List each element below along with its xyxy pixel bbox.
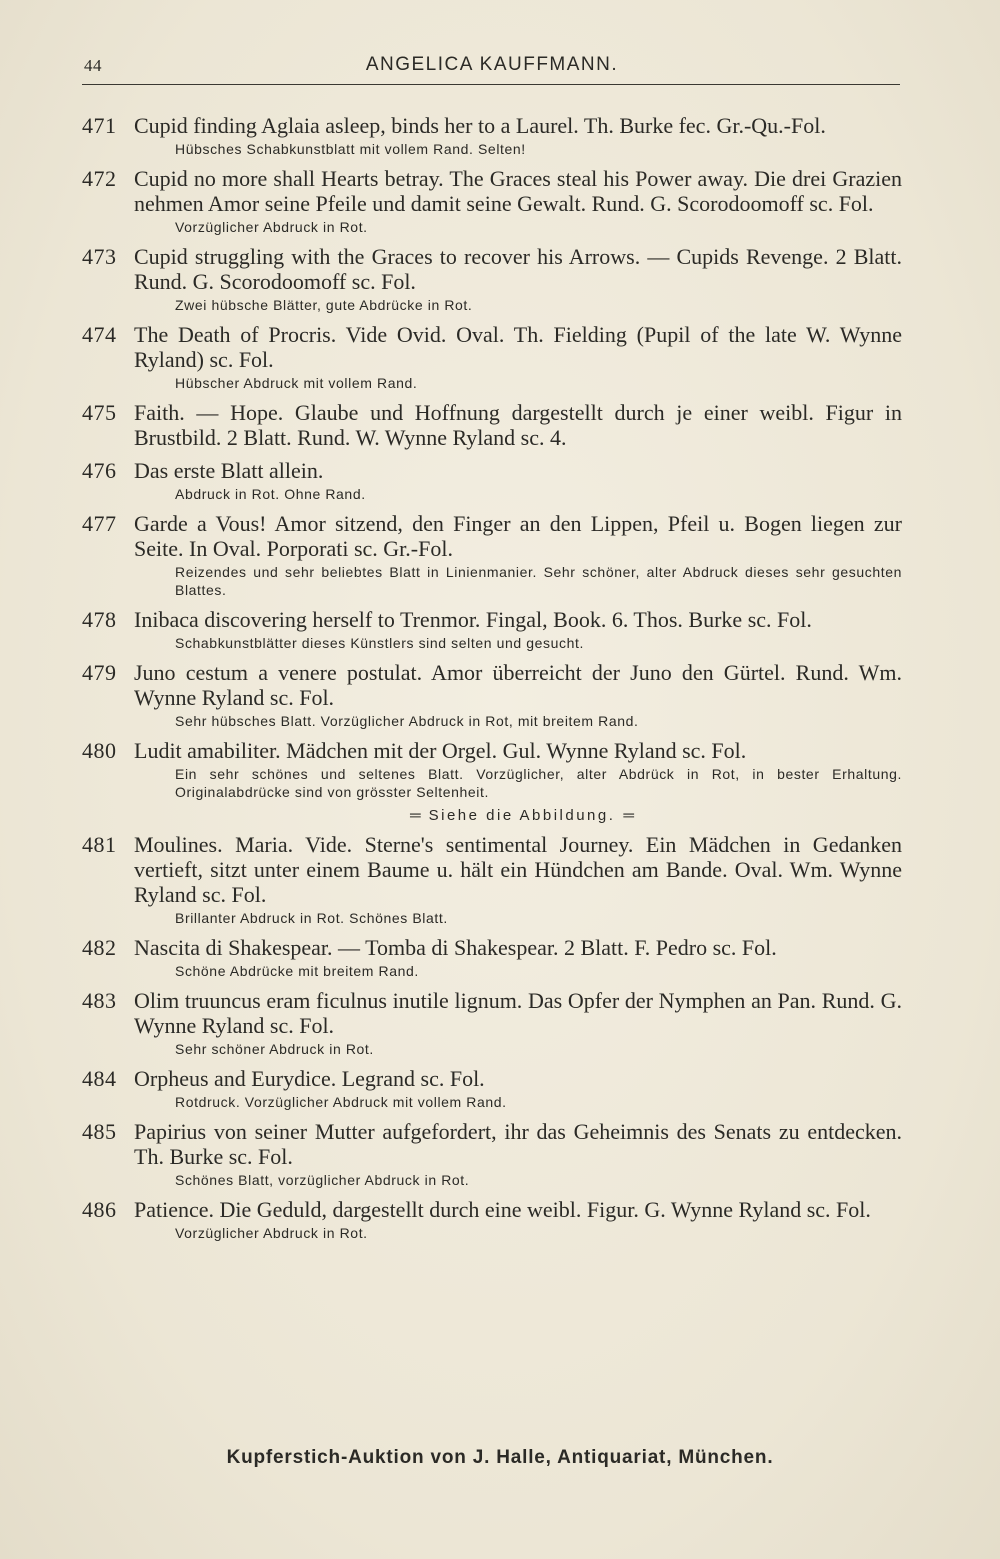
entry-number: 479	[82, 660, 117, 685]
catalog-entry	[82, 458, 902, 503]
entry-note: Brillanter Abdruck in Rot. Schönes Blatt.	[175, 910, 448, 926]
entry-note: Abdruck in Rot. Ohne Rand.	[175, 486, 366, 502]
figure-reference-text: Siehe die Abbildung.	[428, 807, 616, 824]
page-number: 44	[84, 56, 102, 75]
entry-number: 473	[82, 244, 117, 269]
entry-note: Reizendes und sehr beliebtes Blatt in Linienmanier. Sehr schöner, alter Abdruck dieses sehr gesuchten Blattes.	[175, 564, 902, 598]
running-title: ANGELICA KAUFFMANN.	[365, 54, 619, 75]
entry-description: Inibaca discovering herself to Trenmor. Fingal, Book. 6. Thos. Burke sc. Fol.	[134, 607, 812, 632]
catalog-entry	[82, 113, 902, 158]
entry-number: 471	[82, 113, 117, 138]
entry-number: 478	[82, 607, 117, 632]
entry-number: 475	[82, 400, 117, 425]
catalog-entry	[82, 1066, 902, 1111]
entry-description: Cupid finding Aglaia asleep, binds her to a Laurel. Th. Burke fec. Gr.-Qu.-Fol.	[134, 113, 826, 138]
entry-note: Hübsches Schabkunstblatt mit vollem Rand. Selten!	[175, 141, 526, 157]
entry-number: 472	[82, 166, 117, 191]
entry-description: Juno cestum a venere postulat. Amor überreicht der Juno den Gürtel. Rund. Wm. Wynne Ryland sc. Fol.	[134, 660, 902, 710]
entry-number: 482	[82, 935, 117, 960]
entry-note: Zwei hübsche Blätter, gute Abdrücke in Rot.	[175, 297, 473, 313]
double-dash-ornament: ═	[409, 807, 421, 824]
entry-note: Sehr hübsches Blatt. Vorzüglicher Abdruck in Rot, mit breitem Rand.	[175, 713, 639, 729]
catalog-entry	[82, 660, 902, 730]
entry-number: 481	[82, 832, 117, 857]
entry-note: Schöne Abdrücke mit breitem Rand.	[175, 963, 419, 979]
entry-description: Ludit amabiliter. Mädchen mit der Orgel. Gul. Wynne Ryland sc. Fol.	[134, 738, 747, 763]
entry-description: Papirius von seiner Mutter aufgefordert, ihr das Geheimnis des Senats zu entdecken. Th. Burke sc. Fol.	[134, 1119, 902, 1169]
catalog-entry	[82, 166, 902, 236]
entry-number: 480	[82, 738, 117, 763]
entry-description: Cupid no more shall Hearts betray. The Graces steal his Power away. Die drei Grazien nehmen Amor seine Pfeile und damit seine Gewalt. Rund. G. Scorodoomoff sc. Fol.	[134, 166, 902, 216]
catalog-entry	[82, 988, 902, 1058]
entry-number: 476	[82, 458, 117, 483]
entry-number: 474	[82, 322, 117, 347]
page-footer: Kupferstich-Auktion von J. Halle, Antiquariat, München.	[226, 1447, 774, 1468]
entry-note: Rotdruck. Vorzüglicher Abdruck mit vollem Rand.	[175, 1094, 507, 1110]
entry-number: 483	[82, 988, 117, 1013]
entry-description: Faith. — Hope. Glaube und Hoffnung dargestellt durch je einer weibl. Figur in Brustbild. 2 Blatt. Rund. W. Wynne Ryland sc. 4.	[134, 400, 902, 450]
page-header	[84, 52, 900, 82]
entry-note: Ein sehr schönes und seltenes Blatt. Vorzüglicher, alter Abdrück in Rot, in bester Erhaltung. Originalabdrücke sind von grösster Seltenheit.	[175, 766, 902, 800]
entry-note: Vorzüglicher Abdruck in Rot.	[175, 1225, 368, 1241]
entry-number: 484	[82, 1066, 117, 1091]
entry-description: Olim truuncus eram ficulnus inutile lignum. Das Opfer der Nymphen an Pan. Rund. G. Wynne Ryland sc. Fol.	[134, 988, 902, 1038]
entry-number: 486	[82, 1197, 117, 1222]
catalog-entry	[82, 738, 902, 824]
entry-description: Patience. Die Geduld, dargestellt durch eine weibl. Figur. G. Wynne Ryland sc. Fol.	[134, 1197, 871, 1222]
entry-note: Schönes Blatt, vorzüglicher Abdruck in Rot.	[175, 1172, 470, 1188]
entry-number: 485	[82, 1119, 117, 1144]
catalog-entry	[82, 832, 902, 927]
entry-number: 477	[82, 511, 117, 536]
catalog-entry	[82, 322, 902, 392]
catalog-entry	[82, 607, 902, 652]
entry-note: Schabkunstblätter dieses Künstlers sind selten und gesucht.	[175, 635, 584, 651]
catalog-entry	[82, 400, 902, 450]
figure-reference	[142, 807, 902, 824]
entry-description: The Death of Procris. Vide Ovid. Oval. Th. Fielding (Pupil of the late W. Wynne Ryland) sc. Fol.	[134, 322, 902, 372]
entry-description: Nascita di Shakespear. — Tomba di Shakespear. 2 Blatt. F. Pedro sc. Fol.	[134, 935, 777, 960]
entry-description: Das erste Blatt allein.	[134, 458, 324, 483]
entry-note: Sehr schöner Abdruck in Rot.	[175, 1041, 374, 1057]
catalog-entry	[82, 1197, 902, 1242]
catalog-entry	[82, 935, 902, 980]
entry-description: Moulines. Maria. Vide. Sterne's sentimental Journey. Ein Mädchen in Gedanken vertieft, sitzt unter einem Baume u. hält ein Hündchen am Bande. Oval. Wm. Wynne Ryland sc. Fol.	[134, 832, 902, 907]
double-dash-ornament: ═	[623, 807, 635, 824]
header-rule	[82, 84, 900, 85]
catalog-entries	[82, 113, 902, 1250]
catalog-entry	[82, 511, 902, 599]
entry-note: Hübscher Abdruck mit vollem Rand.	[175, 375, 418, 391]
entry-note: Vorzüglicher Abdruck in Rot.	[175, 219, 368, 235]
catalog-entry	[82, 1119, 902, 1189]
entry-description: Cupid struggling with the Graces to recover his Arrows. — Cupids Revenge. 2 Blatt. Rund. G. Scorodoomoff sc. Fol.	[134, 244, 902, 294]
catalog-entry	[82, 244, 902, 314]
entry-description: Orpheus and Eurydice. Legrand sc. Fol.	[134, 1066, 485, 1091]
entry-description: Garde a Vous! Amor sitzend, den Finger an den Lippen, Pfeil u. Bogen liegen zur Seite. In Oval. Porporati sc. Gr.-Fol.	[134, 511, 902, 561]
